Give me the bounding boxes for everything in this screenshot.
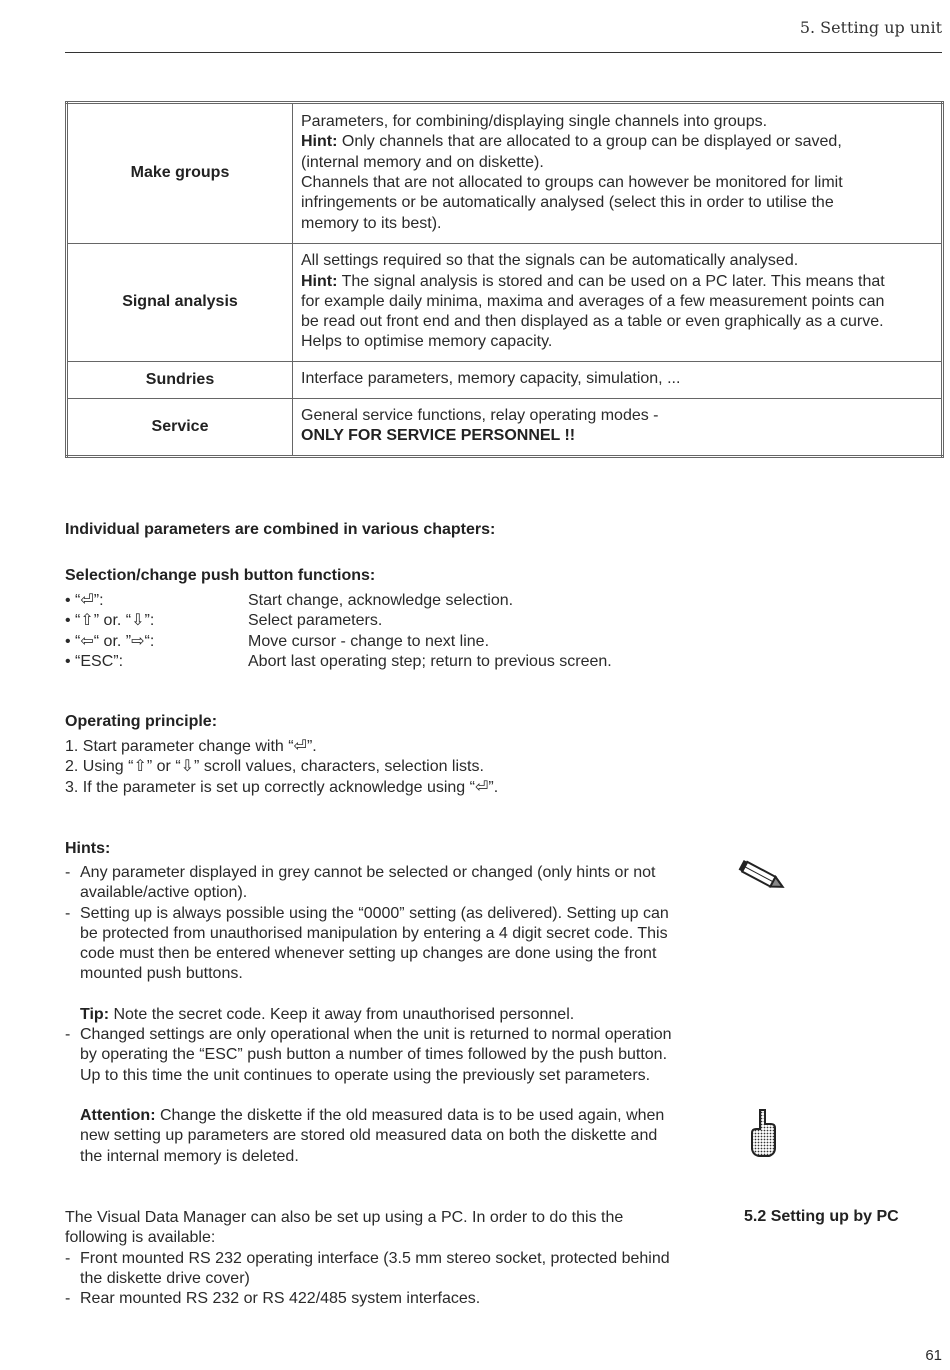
- button-desc: Start change, acknowledge selection.: [248, 592, 514, 609]
- button-desc: Abort last operating step; return to previous screen.: [248, 652, 612, 670]
- list-item: [65, 591, 715, 611]
- parameter-table: [65, 101, 944, 458]
- row-description: [293, 362, 943, 399]
- description-line: (internal memory and on diskette).: [301, 153, 544, 171]
- description-line: Parameters, for combining/displaying single channels into groups.: [301, 113, 768, 131]
- button-key: • “⏎”:: [65, 592, 104, 609]
- table-row: [67, 103, 943, 244]
- list-item: - Rear mounted RS 232 or RS 422/485 system interfaces.: [65, 1290, 481, 1308]
- running-header: 5. Setting up unit: [799, 18, 942, 37]
- description-line: ONLY FOR SERVICE PERSONNEL !!: [301, 427, 576, 445]
- pencil-icon: [738, 858, 788, 896]
- description-line: Helps to optimise memory capacity.: [301, 333, 553, 351]
- button-desc: Select parameters.: [248, 612, 383, 630]
- description-line: All settings required so that the signals can be automatically analysed.: [301, 252, 799, 270]
- pointing-hand-icon: [748, 1108, 778, 1158]
- attention-note: Attention: Change the diskette if the old measured data is to be used again, when new setting up parameters are stored old measured data on both the diskette and the internal memory is deleted.: [80, 1106, 665, 1165]
- row-description: [293, 103, 943, 244]
- description-line: Channels that are not allocated to groups can however be monitored for limit: [301, 174, 843, 191]
- row-label: Service: [67, 399, 293, 457]
- chapters-heading: Individual parameters are combined in various chapters:: [65, 521, 496, 538]
- description-line: General service functions, relay operating modes -: [301, 407, 659, 424]
- row-label: Signal analysis: [67, 244, 293, 362]
- list-item: - Changed settings are only operational when the unit is returned to normal operation by operating the “ESC” push button a number of times followed by the push button. Up to this time the unit continues to operate using the previously set parameters.: [65, 1026, 672, 1084]
- paragraph-line: The Visual Data Manager can also be set up using a PC. In order to do this the: [65, 1209, 624, 1226]
- list-item: [65, 611, 715, 631]
- list-item: [65, 632, 715, 652]
- description-line: be read out front end and then displayed as a table or even graphically as a curve.: [301, 313, 884, 331]
- list-item: - Any parameter displayed in grey cannot be selected or changed (only hints or not available/active option).: [65, 864, 656, 902]
- hints-heading: Hints:: [65, 840, 111, 857]
- header-rule: [65, 52, 942, 53]
- table-row: [67, 244, 943, 362]
- row-description: [293, 399, 943, 457]
- description-line: memory to its best).: [301, 214, 442, 232]
- row-description: [293, 244, 943, 362]
- table-row: [67, 362, 943, 399]
- button-key: • “ESC”:: [65, 652, 124, 670]
- button-key: • “⇦“ or. ”⇨“:: [65, 632, 155, 650]
- description-line: Hint: The signal analysis is stored and can be used on a PC later. This means that: [301, 272, 885, 290]
- list-item: 3. If the parameter is set up correctly acknowledge using “⏎”.: [65, 778, 499, 796]
- row-label: Make groups: [67, 103, 293, 244]
- description-line: infringements or be automatically analysed (select this in order to utilise the: [301, 194, 834, 212]
- hints-list: [65, 863, 725, 1167]
- description-line: Interface parameters, memory capacity, simulation, ...: [301, 370, 681, 388]
- button-function-list: [65, 591, 715, 672]
- tip-note: Tip: Note the secret code. Keep it away from unauthorised personnel.: [80, 1005, 575, 1023]
- operating-steps: [65, 737, 498, 798]
- selection-heading: Selection/change push button functions:: [65, 567, 376, 584]
- list-item: 2. Using “⇧” or “⇩” scroll values, characters, selection lists.: [65, 758, 484, 776]
- section-heading: 5.2 Setting up by PC: [744, 1208, 899, 1225]
- list-item: 1. Start parameter change with “⏎”.: [65, 738, 317, 755]
- page-number: 61: [925, 1347, 942, 1364]
- table-row: [67, 399, 943, 457]
- description-line: Hint: Only channels that are allocated to a group can be displayed or saved,: [301, 133, 842, 151]
- list-item: - Front mounted RS 232 operating interface (3.5 mm stereo socket, protected behind the diskette drive cover): [65, 1249, 670, 1287]
- row-label: Sundries: [67, 362, 293, 399]
- list-item: - Setting up is always possible using the “0000” setting (as delivered). Setting up can be protected from unauthorised manipulation by entering a 4 digit secret code. This code must then be entered whenever setting up changes are done using the front mounted push buttons.: [65, 904, 669, 983]
- description-line: for example daily minima, maxima and averages of a few measurement points can: [301, 292, 885, 310]
- operating-heading: Operating principle:: [65, 713, 218, 730]
- list-item: [65, 652, 715, 672]
- pc-section: [65, 1208, 725, 1309]
- button-key: • “⇧” or. “⇩”:: [65, 612, 155, 630]
- button-desc: Move cursor - change to next line.: [248, 632, 490, 650]
- paragraph-line: following is available:: [65, 1229, 216, 1247]
